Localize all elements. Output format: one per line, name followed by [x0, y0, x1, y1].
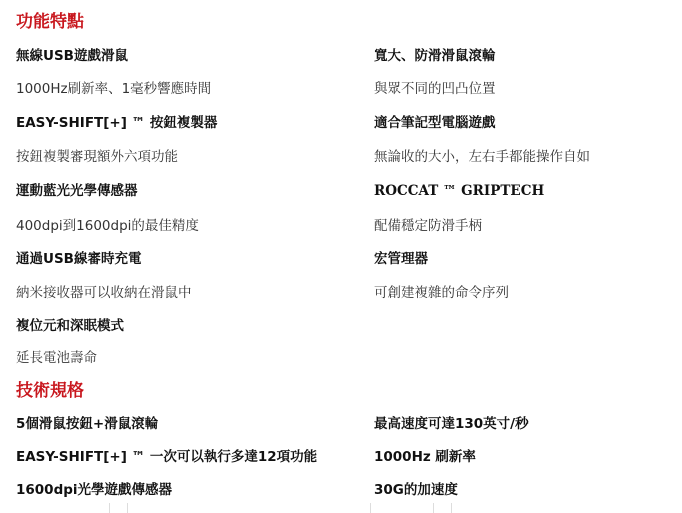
spec-item: 1600dpi光學遊戲傳感器	[16, 482, 173, 498]
features-title: 功能特點	[16, 12, 84, 32]
feature-description: 400dpi到1600dpi的最佳精度	[16, 218, 199, 234]
feature-row	[16, 113, 682, 133]
feature-description: 可創建複雜的命令序列	[374, 285, 509, 301]
feature-item: 運動藍光光學傳感器	[16, 183, 138, 199]
feature-row	[16, 181, 682, 201]
spec-item: EASY-SHIFT[+] ™ 一次可以執行多達12項功能	[16, 449, 318, 465]
feature-description: 配備穩定防滑手柄	[374, 218, 482, 234]
feature-item: 寬大、防滑滑鼠滾輪	[374, 48, 496, 64]
specs-title: 技術規格	[16, 381, 84, 401]
feature-item: 宏管理器	[374, 251, 428, 267]
feature-item: ROCCAT ™ GRIPTECH	[374, 183, 545, 199]
feature-description: 1000Hz刷新率、1毫秒響應時間	[16, 81, 212, 97]
column-divider	[127, 503, 128, 513]
column-divider	[109, 503, 110, 513]
feature-row	[16, 46, 682, 66]
feature-description: 延長電池壽命	[16, 350, 97, 366]
feature-row	[16, 283, 682, 303]
feature-row	[16, 249, 682, 269]
spec-row	[16, 447, 682, 467]
feature-row	[16, 316, 682, 336]
column-divider	[433, 503, 434, 513]
spec-item: 5個滑鼠按鈕+滑鼠滾輪	[16, 416, 159, 432]
feature-description: 納米接收器可以收納在滑鼠中	[16, 285, 192, 301]
spec-item: 30G的加速度	[374, 482, 458, 498]
column-divider	[370, 503, 371, 513]
feature-item: 無線USB遊戲滑鼠	[16, 48, 128, 64]
feature-item: 通過USB線審時充電	[16, 251, 142, 267]
feature-row	[16, 216, 682, 236]
feature-row	[16, 348, 682, 368]
spec-item: 1000Hz 刷新率	[374, 449, 476, 465]
column-divider	[451, 503, 452, 513]
feature-item: EASY-SHIFT[+] ™ 按鈕複製器	[16, 115, 218, 131]
feature-description: 按鈕複製審現額外六項功能	[16, 149, 178, 165]
spec-item: 最高速度可達130英寸/秒	[374, 416, 529, 432]
feature-row	[16, 79, 682, 99]
feature-item: 複位元和深眠模式	[16, 318, 124, 334]
feature-item: 適合筆記型電腦遊戲	[374, 115, 496, 131]
feature-description: 與眾不同的凹凸位置	[374, 81, 496, 97]
feature-description: 無論收的大小，左右手都能操作自如	[374, 149, 590, 165]
feature-row	[16, 147, 682, 167]
spec-row	[16, 480, 682, 500]
spec-row	[16, 414, 682, 434]
